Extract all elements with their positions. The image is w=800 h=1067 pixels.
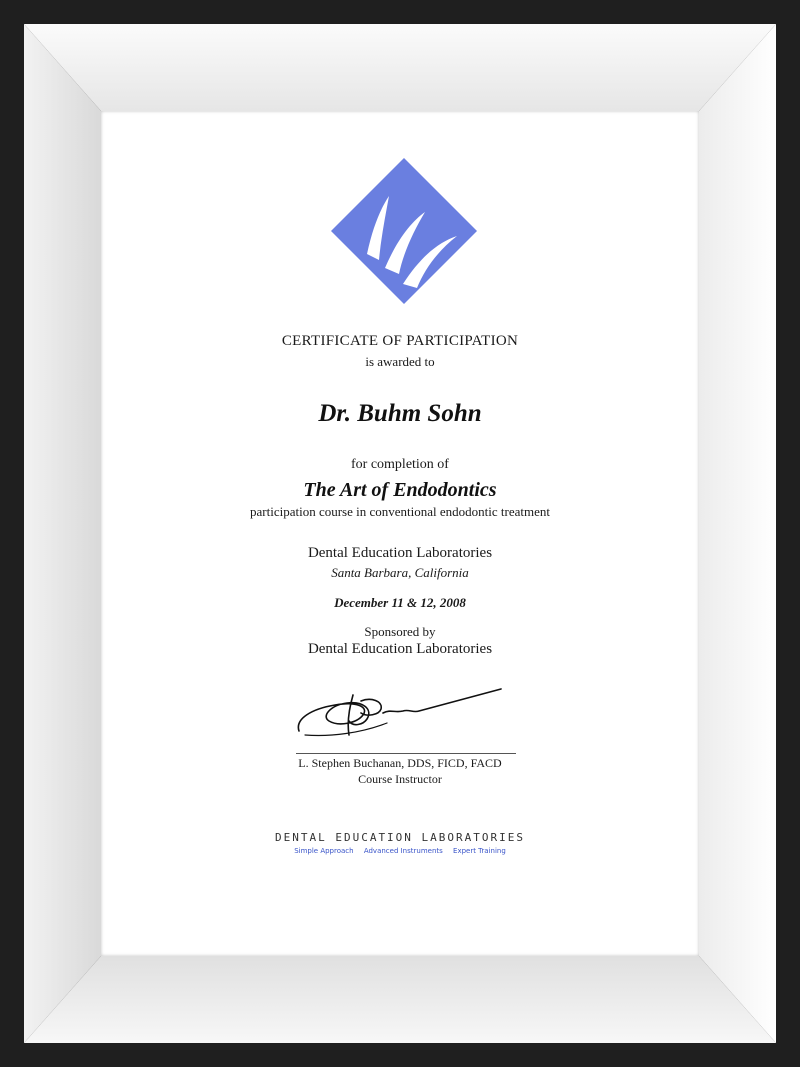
instructor-role: Course Instructor <box>358 772 442 786</box>
completion-text: for completion of <box>351 457 449 472</box>
organization-name: Dental Education Laboratories <box>307 545 493 561</box>
location-text: Santa Barbara, California <box>331 565 469 580</box>
sponsor-name: Dental Education Laboratories <box>307 641 493 657</box>
tagline-item: Advanced Instruments <box>363 847 443 855</box>
sponsored-label: Sponsored by <box>364 624 436 639</box>
instructor-name: L. Stephen Buchanan, DDS, FICD, FACD <box>298 756 502 770</box>
tagline-item: Expert Training <box>453 847 506 855</box>
course-date: December 11 & 12, 2008 <box>334 595 466 610</box>
recipient-name: Dr. Buhm Sohn <box>318 400 482 427</box>
tagline-item: Simple Approach <box>294 847 354 855</box>
awarded-text: is awarded to <box>365 354 435 369</box>
course-title: The Art of Endodontics <box>303 479 497 501</box>
footer-organization: DENTAL EDUCATION LABORATORIES <box>274 831 526 844</box>
diamond-logo-icon <box>329 156 479 306</box>
course-description: participation course in conventional endodontic treatment <box>250 504 550 519</box>
certificate-title: CERTIFICATE OF PARTICIPATION <box>281 333 519 349</box>
signature-line <box>296 753 516 754</box>
handwritten-signature <box>291 683 506 743</box>
footer-tagline <box>101 847 699 855</box>
certificate-paper <box>101 111 699 956</box>
